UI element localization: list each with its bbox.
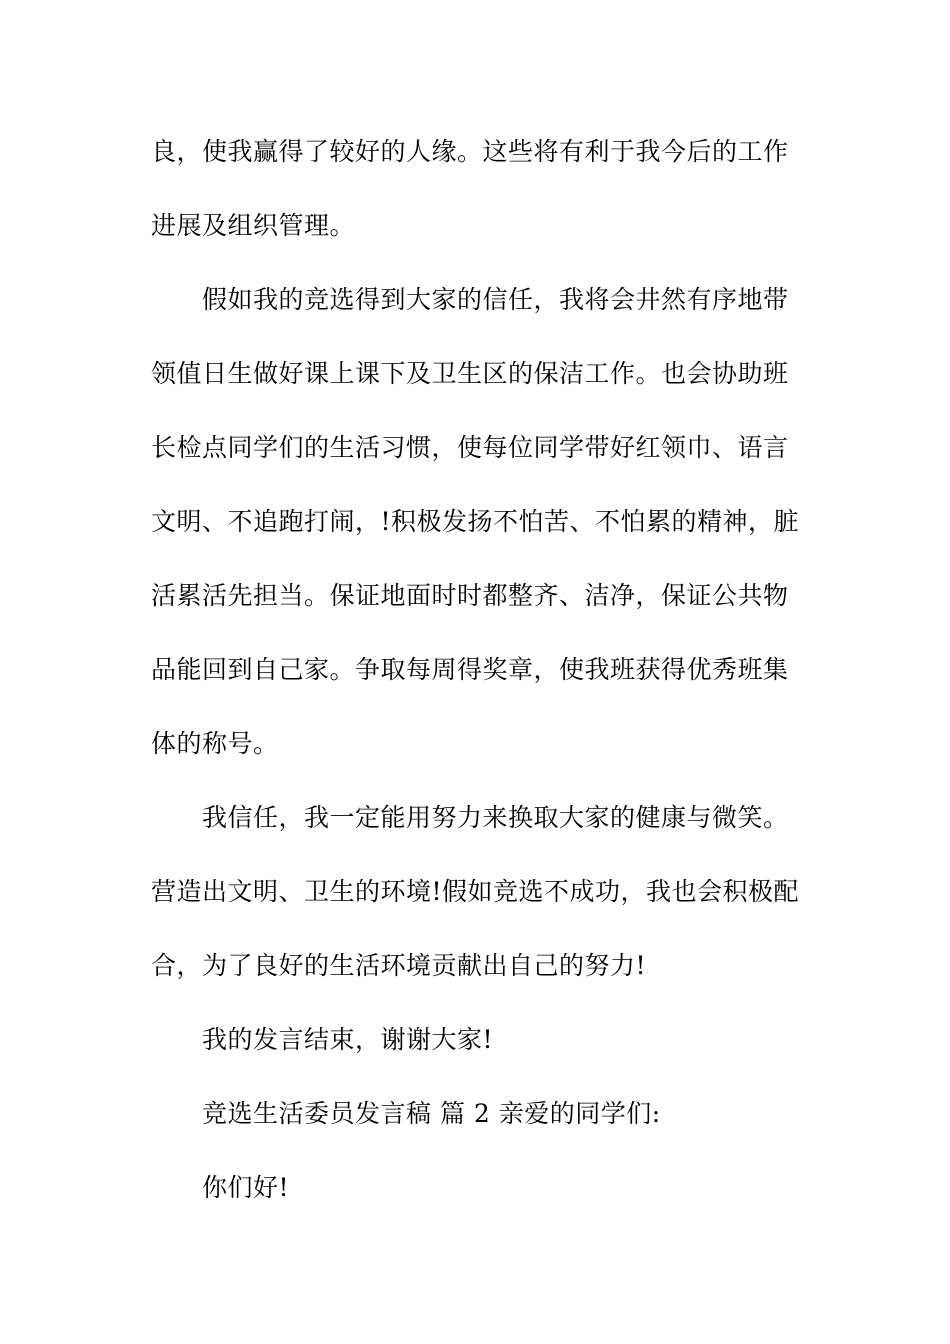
paragraph-start-line: 假如我的竞选得到大家的信任，我将会井然有序地带 bbox=[202, 285, 789, 314]
text-line: 体的称号。 bbox=[151, 729, 279, 758]
text-line: 领值日生做好课上课下及卫生区的保洁工作。也会协助班 bbox=[151, 359, 789, 388]
text-line: 营造出文明、卫生的环境!假如竞选不成功，我也会积极配 bbox=[151, 877, 800, 906]
greeting-line: 你们好! bbox=[202, 1173, 290, 1202]
text-line: 进展及组织管理。 bbox=[151, 211, 356, 240]
text-line: 品能回到自己家。争取每周得奖章，使我班获得优秀班集 bbox=[151, 655, 789, 684]
text-line: 长检点同学们的生活习惯，使每位同学带好红领巾、语言 bbox=[151, 433, 789, 462]
text-line: 文明、不追跑打闹，!积极发扬不怕苦、不怕累的精神，脏 bbox=[151, 507, 800, 536]
section-heading: 竞选生活委员发言稿 篇 2 亲爱的同学们: bbox=[202, 1099, 661, 1128]
closing-line: 我的发言结束，谢谢大家! bbox=[202, 1025, 494, 1054]
text-line: 良，使我赢得了较好的人缘。这些将有利于我今后的工作 bbox=[151, 137, 789, 166]
text-line: 合，为了良好的生活环境贡献出自己的努力! bbox=[151, 951, 647, 980]
paragraph-start-line: 我信任，我一定能用努力来换取大家的健康与微笑。 bbox=[202, 803, 789, 832]
text-line: 活累活先担当。保证地面时时都整齐、洁净，保证公共物 bbox=[151, 581, 789, 610]
